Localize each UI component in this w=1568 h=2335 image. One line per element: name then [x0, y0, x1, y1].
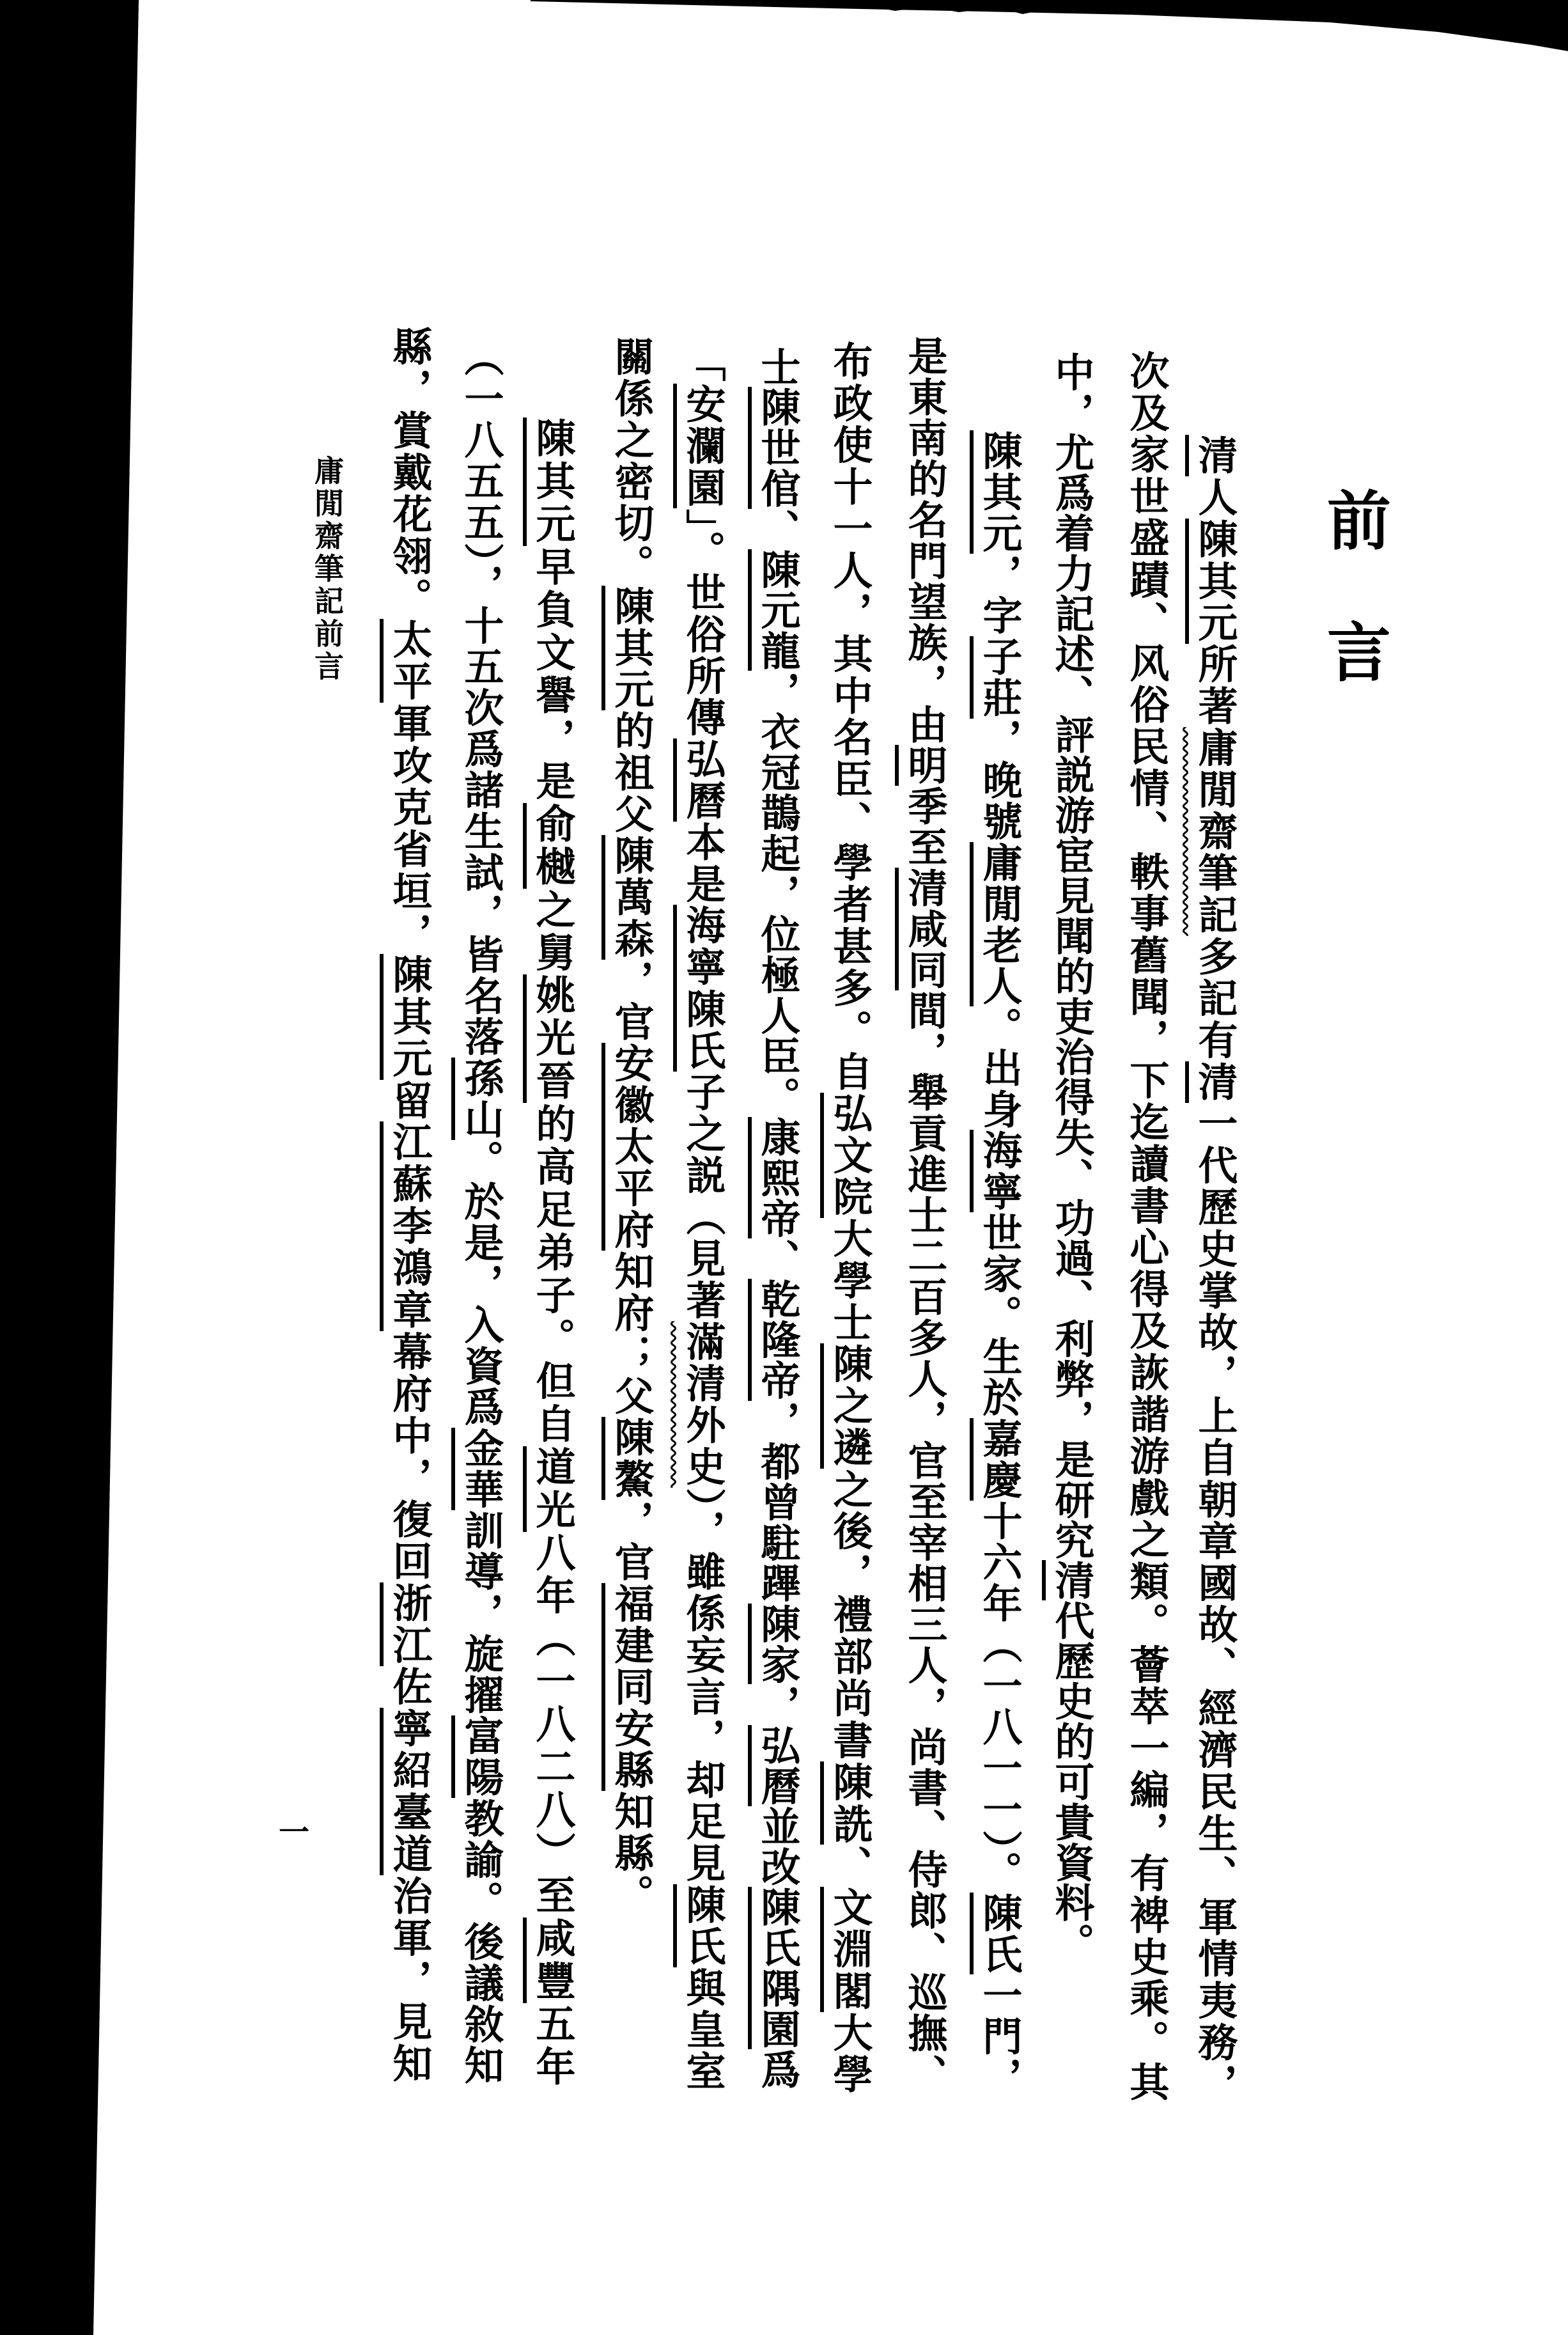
text-run: 一門， [976, 1974, 1023, 2097]
text-run: 知府；父 [608, 1251, 655, 1417]
text-run: 中，尤爲着力記述、評説游宦見聞的吏治得失、功過、利弊，是研究 [1048, 352, 1095, 1560]
proper-name-mark: 文淵閣 [820, 1887, 873, 2012]
text-run: 知縣。 [608, 1791, 655, 1916]
proper-name-mark: 太平 [380, 619, 433, 703]
proper-name-mark: 明 [895, 745, 948, 786]
text-run: 、 [827, 1845, 873, 1887]
text-run: 縣，賞戴花翎。 [386, 326, 433, 620]
proper-name-mark: 陳其元 [380, 954, 433, 1079]
text-run: 留 [386, 1079, 433, 1122]
page-title: 前言 [1316, 487, 1392, 751]
running-header: 庸閒齋筆記前言 [310, 455, 345, 683]
text-run: 的祖父 [608, 710, 655, 835]
text-column [676, 342, 729, 2090]
text-run: 次及家世盛蹟、风俗民情、軼事舊聞，下迄讀書心得及詼諧游戲之類。薈萃一編，有裨史乘。其 [1123, 350, 1170, 2101]
text-run: 世家。生於 [976, 1212, 1023, 1418]
text-run: 十六年（一八一一）。 [976, 1500, 1023, 1893]
proper-name-mark: 清 [1185, 1061, 1238, 1103]
proper-name-mark: 浙江 [380, 1582, 433, 1666]
text-run: 早負文譽，是 [529, 546, 576, 804]
proper-name-mark: 福建 [602, 1583, 655, 1666]
text-run: 」。世俗所傳 [679, 508, 726, 738]
proper-name-mark: 清 [1042, 1560, 1095, 1600]
proper-name-mark: 陳萬森 [602, 835, 655, 960]
scan-border-left [0, 0, 139, 2335]
proper-name-mark: 嘉慶 [970, 1418, 1023, 1501]
proper-name-mark: 弘曆 [748, 1725, 801, 1806]
text-run: 教諭。後議敘知 [458, 1798, 504, 2085]
text-run: 所著 [1192, 643, 1238, 728]
proper-name-mark: 陳家 [748, 1604, 801, 1685]
proper-name-mark: 陳其元 [602, 586, 655, 710]
text-column [1188, 435, 1241, 2103]
text-column [750, 347, 804, 2089]
text-run: 多記有 [1192, 935, 1238, 1061]
proper-name-mark: 陳鰲 [602, 1417, 655, 1500]
text-run: 幕府中，復回 [386, 1331, 433, 1582]
proper-name-mark: 俞樾 [523, 803, 576, 889]
text-run: 八年（一八二八）至 [529, 1531, 576, 1918]
text-column [525, 418, 579, 2086]
text-run: 五年 [529, 2003, 576, 2086]
text-column [1119, 350, 1173, 2101]
text-run: 布政使十一人，其中名臣、學者甚多。自 [827, 341, 873, 1093]
text-run: ，晚號 [976, 718, 1023, 842]
text-run: 、 [754, 1238, 801, 1279]
proper-name-mark: 寧紹臺道 [380, 1708, 433, 1875]
text-column [454, 337, 508, 2084]
proper-name-mark: 安瀾園 [673, 384, 726, 508]
text-run: 。出身 [976, 1006, 1023, 1130]
text-run: 季至 [901, 785, 948, 868]
proper-name-mark: 孫山 [451, 1058, 504, 1140]
text-run: 一代歷史掌故，上自朝章國故、經濟民生、軍情夷務， [1192, 1102, 1238, 2104]
proper-name-mark: 子莊 [970, 636, 1023, 719]
text-run: 本是 [679, 822, 726, 905]
text-run: 並改 [754, 1806, 801, 1887]
text-run: 大學士 [827, 1218, 873, 1344]
text-column [1044, 352, 1098, 1963]
text-run: 與皇室 [679, 1967, 726, 2091]
text-run: ，官 [608, 960, 655, 1043]
text-run: 之後，禮部尚書 [827, 1469, 873, 1761]
text-column [897, 336, 951, 2093]
proper-name-mark: 姚光晉 [523, 974, 576, 1103]
proper-name-mark: 太平府 [602, 1126, 655, 1251]
text-run: ），雖係妄言，却足見 [679, 1487, 726, 1884]
proper-name-mark: 金華 [451, 1428, 504, 1510]
proper-name-mark: 康熙帝 [748, 1117, 801, 1238]
proper-name-mark: 李鴻章 [380, 1205, 433, 1331]
proper-name-mark: 弘曆 [673, 738, 726, 822]
scan-border-top [531, 0, 1568, 51]
proper-name-mark: 道光 [523, 1446, 576, 1532]
text-run: 代歷史的可貴資料。 [1048, 1600, 1095, 1963]
text-run: ，都曾駐蹕 [754, 1400, 801, 1604]
proper-name-mark: 海寧 [673, 905, 726, 988]
text-run: 是東南的名門望族，由 [901, 336, 948, 745]
text-run: 、 [754, 508, 801, 550]
proper-name-mark: 陳氏 [673, 988, 726, 1072]
proper-name-mark: 陳之遴 [820, 1343, 873, 1469]
page-number: 一 [279, 1815, 310, 1850]
text-run: 軍攻克省垣， [386, 703, 433, 955]
proper-name-mark: 陳其元 [523, 418, 576, 546]
text-run: 人 [1192, 476, 1238, 519]
text-run: ，衣冠鵲起，位極人臣。 [754, 671, 801, 1117]
proper-name-mark: 陳氏 [970, 1893, 1023, 1975]
proper-name-mark: 陳詵 [820, 1761, 873, 1845]
proper-name-mark: 安徽 [602, 1043, 655, 1126]
book-title-mark: 滿清外史 [679, 1321, 726, 1488]
scan-border-top-blob [850, 0, 1080, 14]
proper-name-mark: 隅園 [748, 1968, 801, 2049]
text-run: 大學 [827, 2011, 873, 2094]
proper-name-mark: 陳氏 [748, 1887, 801, 1968]
text-column [382, 326, 436, 2082]
text-run: 間，舉貢進士二百多人，官至宰相三人，尚書、侍郎、巡撫、 [901, 990, 948, 2094]
proper-name-mark: 清 [1185, 435, 1238, 476]
proper-name-mark: 陳元龍 [748, 549, 801, 671]
proper-name-mark: 庸閒老人 [970, 842, 1023, 1007]
proper-name-mark: 海寧 [970, 1130, 1023, 1212]
proper-name-mark: 弘文院 [820, 1093, 873, 1218]
text-column [972, 430, 1026, 2097]
text-run: 的高足弟子。但自 [529, 1103, 576, 1446]
proper-name-mark: 陳其元 [970, 430, 1023, 554]
proper-name-mark: 陳氏 [673, 1884, 726, 1967]
text-run: 爲 [754, 2049, 801, 2089]
text-run: 治軍，見知 [386, 1875, 433, 2083]
text-run: ，官 [608, 1500, 655, 1583]
proper-name-mark: 咸同 [895, 909, 948, 990]
text-run: 子之説（見著 [679, 1071, 726, 1322]
text-run: 士 [754, 347, 801, 387]
text-run: 。於是，入資爲 [458, 1139, 504, 1428]
proper-name-mark: 富陽 [451, 1715, 504, 1798]
text-run: ， [754, 1684, 801, 1725]
text-run: 「 [679, 342, 726, 384]
text-column [604, 336, 658, 1916]
proper-name-mark: 同安縣 [602, 1666, 655, 1791]
text-column [823, 341, 876, 2093]
text-run: 佐 [386, 1666, 433, 1708]
proper-name-mark: 江蘇 [380, 1121, 433, 1205]
text-run: 關係之密切。 [608, 336, 655, 586]
text-run: 之舅 [529, 889, 576, 975]
proper-name-mark: 清 [895, 868, 948, 909]
proper-name-mark: 乾隆帝 [748, 1279, 801, 1400]
text-run: ，字 [976, 554, 1023, 636]
proper-name-mark: 咸豐 [523, 1917, 576, 2003]
proper-name-mark: 陳其元 [1185, 519, 1238, 644]
proper-name-mark: 陳世倌 [748, 387, 801, 508]
text-run: （一八五五），十五次爲諸生試，皆名落 [458, 337, 504, 1058]
text-run: 訓導，旋擢 [458, 1510, 504, 1716]
book-title-mark: 庸閒齋筆記 [1192, 727, 1238, 936]
